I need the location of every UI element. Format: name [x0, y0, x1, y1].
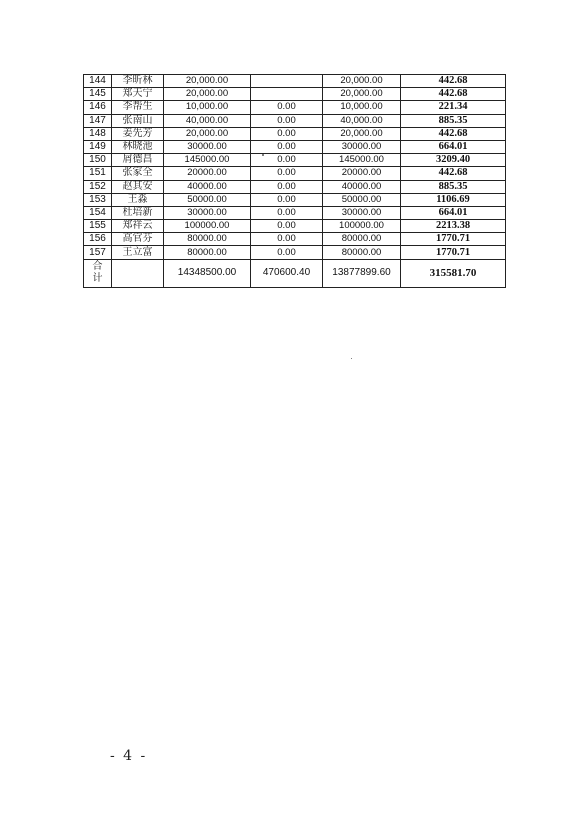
row-number-cell: 148	[84, 127, 112, 140]
amount-d-cell: 1770.71	[401, 233, 506, 246]
amount-b-cell: 0.00	[251, 127, 323, 140]
row-number-cell: 153	[84, 193, 112, 206]
amount-a-cell: 30000.00	[164, 206, 251, 219]
table-row	[84, 140, 506, 153]
total-name-cell	[112, 259, 164, 287]
row-number-cell: 156	[84, 233, 112, 246]
amount-d-cell: 442.68	[401, 127, 506, 140]
table-row	[84, 180, 506, 193]
amount-d-cell: 221.34	[401, 101, 506, 114]
amount-c-cell: 80000.00	[323, 233, 401, 246]
amount-b-cell: 0.00	[251, 140, 323, 153]
amount-a-cell: 50000.00	[164, 193, 251, 206]
amount-b-cell: 0.00	[251, 246, 323, 259]
total-amount-a-cell: 14348500.00	[164, 259, 251, 287]
page-number: - 4 -	[110, 748, 148, 764]
name-cell: 张南山	[112, 114, 164, 127]
name-cell: 高官芬	[112, 233, 164, 246]
table-row	[84, 233, 506, 246]
amount-b-cell	[251, 88, 323, 101]
table-row	[84, 88, 506, 101]
amount-b-cell: 0.00	[251, 193, 323, 206]
row-number-cell: 147	[84, 114, 112, 127]
amount-a-cell: 80000.00	[164, 246, 251, 259]
name-cell: 李昕林	[112, 75, 164, 88]
amount-b-cell: 0.00	[251, 220, 323, 233]
table-row	[84, 114, 506, 127]
name-cell: 杜培新	[112, 206, 164, 219]
amount-a-cell: 10,000.00	[164, 101, 251, 114]
total-row	[84, 259, 506, 287]
name-cell: 林晓池	[112, 140, 164, 153]
amount-d-cell: 442.68	[401, 167, 506, 180]
scan-speck	[262, 154, 264, 156]
table-row	[84, 75, 506, 88]
row-number-cell: 146	[84, 101, 112, 114]
total-label-line2: 计	[92, 273, 103, 285]
amount-c-cell: 80000.00	[323, 246, 401, 259]
table-row	[84, 220, 506, 233]
row-number-cell: 150	[84, 154, 112, 167]
row-number-cell: 145	[84, 88, 112, 101]
table-row	[84, 193, 506, 206]
table-row	[84, 127, 506, 140]
table-row	[84, 101, 506, 114]
amount-d-cell: 442.68	[401, 75, 506, 88]
amount-c-cell: 20000.00	[323, 167, 401, 180]
name-cell: 王立富	[112, 246, 164, 259]
amount-a-cell: 100000.00	[164, 220, 251, 233]
row-number-cell: 144	[84, 75, 112, 88]
amount-a-cell: 20,000.00	[164, 75, 251, 88]
amount-c-cell: 40,000.00	[323, 114, 401, 127]
table-row	[84, 246, 506, 259]
amount-c-cell: 30000.00	[323, 206, 401, 219]
amount-a-cell: 20000.00	[164, 167, 251, 180]
amount-b-cell: 0.00	[251, 233, 323, 246]
amount-c-cell: 20,000.00	[323, 88, 401, 101]
name-cell: 郑祥云	[112, 220, 164, 233]
amount-c-cell: 20,000.00	[323, 75, 401, 88]
amount-d-cell: 2213.38	[401, 220, 506, 233]
amount-b-cell: 0.00	[251, 206, 323, 219]
scan-speck	[351, 358, 352, 359]
amount-c-cell: 50000.00	[323, 193, 401, 206]
amount-d-cell: 1770.71	[401, 246, 506, 259]
name-cell: 李帮生	[112, 101, 164, 114]
amount-a-cell: 80000.00	[164, 233, 251, 246]
ledger-table-body	[84, 75, 506, 288]
amount-a-cell: 30000.00	[164, 140, 251, 153]
name-cell: 王淼	[112, 193, 164, 206]
amount-b-cell: 0.00	[251, 180, 323, 193]
name-cell: 屑德昌	[112, 154, 164, 167]
name-cell: 赵其安	[112, 180, 164, 193]
amount-c-cell: 100000.00	[323, 220, 401, 233]
row-number-cell: 149	[84, 140, 112, 153]
total-amount-d-cell: 315581.70	[401, 259, 506, 287]
amount-d-cell: 885.35	[401, 114, 506, 127]
table-row	[84, 167, 506, 180]
amount-c-cell: 40000.00	[323, 180, 401, 193]
table-row	[84, 154, 506, 167]
table-row	[84, 206, 506, 219]
total-label-line1: 合	[92, 261, 103, 273]
amount-d-cell: 664.01	[401, 140, 506, 153]
name-cell: 姜先芳	[112, 127, 164, 140]
amount-c-cell: 20,000.00	[323, 127, 401, 140]
amount-a-cell: 20,000.00	[164, 88, 251, 101]
row-number-cell: 157	[84, 246, 112, 259]
name-cell: 张家全	[112, 167, 164, 180]
amount-d-cell: 3209.40	[401, 154, 506, 167]
amount-a-cell: 145000.00	[164, 154, 251, 167]
total-label-cell	[84, 259, 112, 287]
total-amount-c-cell: 13877899.60	[323, 259, 401, 287]
ledger-table	[83, 74, 506, 288]
name-cell: 郑天宁	[112, 88, 164, 101]
row-number-cell: 154	[84, 206, 112, 219]
amount-d-cell: 1106.69	[401, 193, 506, 206]
total-amount-b-cell: 470600.40	[251, 259, 323, 287]
amount-d-cell: 885.35	[401, 180, 506, 193]
amount-d-cell: 664.01	[401, 206, 506, 219]
amount-b-cell: 0.00	[251, 101, 323, 114]
row-number-cell: 151	[84, 167, 112, 180]
amount-a-cell: 40000.00	[164, 180, 251, 193]
amount-d-cell: 442.68	[401, 88, 506, 101]
amount-c-cell: 30000.00	[323, 140, 401, 153]
amount-b-cell: 0.00	[251, 167, 323, 180]
row-number-cell: 152	[84, 180, 112, 193]
amount-c-cell: 145000.00	[323, 154, 401, 167]
amount-c-cell: 10,000.00	[323, 101, 401, 114]
amount-b-cell: 0.00	[251, 154, 323, 167]
amount-a-cell: 20,000.00	[164, 127, 251, 140]
amount-b-cell	[251, 75, 323, 88]
amount-a-cell: 40,000.00	[164, 114, 251, 127]
row-number-cell: 155	[84, 220, 112, 233]
amount-b-cell: 0.00	[251, 114, 323, 127]
